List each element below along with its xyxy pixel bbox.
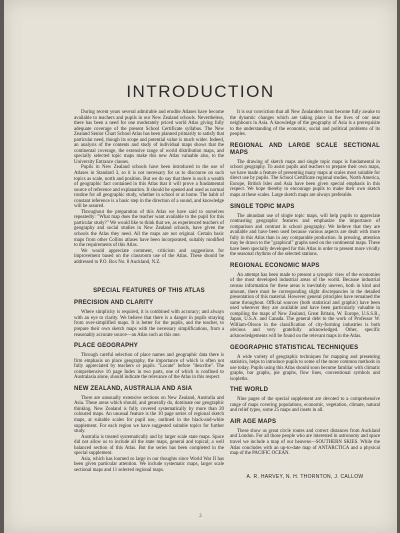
section-heading-special-features: SPECIAL FEATURES OF THIS ATLAS <box>93 288 205 295</box>
section-paragraph: Through careful selection of place names and geographic data there is firm emphasis on place geography, the importance of which is often not fully appreciated by teachers or pupils. "Locate" before "describe". The comprehensive 16 page Index in two parts, one of which is confined to Australasia alone, should indicate the relevance of the Atlas in this respect. <box>74 353 224 381</box>
section-paragraph: There are unusually extensive sections on New Zealand, Australia and Asia. These areas which should, and generally do, dominate our geographic thinking. New Zealand is fully covered systematically by more than 20 coloured maps. An unusual feature is the 10 page series of regional sketch maps, at suitable scales for pupil use, outlined in the black-and-white supplement. For each region we have suggested suitable topics for further study. <box>74 395 224 435</box>
section-spacer <box>74 265 224 283</box>
authors-line: A. R. HARVEY, N. H. THORNTON, J. CALLOW <box>246 473 364 480</box>
intro-paragraph-2: Pupils in New Zealand schools have been introduced to the use of Atlases in Standard 3, so it is not necessary for us to discourse on such topics as scale, north and position. But we do say that there is such a wealth of geographic fact contained in this Atlas that it will prove a fundamental source of reference and explanation. It should be opened and used as normal routine for all geographic study, whether in school or at home. The habit of constant reference is a basic step in the direction of a sound, and knowledge will be assured. <box>74 165 224 210</box>
section-heading-place-geography: PLACE GEOGRAPHY <box>74 343 139 350</box>
intro-paragraph-4: We would appreciate comment, criticism and suggestions for improvement based on the classroom use of the Atlas. These should be addressed to P.O. Box No. 8 Auckland, N.Z. <box>74 248 224 265</box>
section-paragraph: The abundant use of single topic maps, will help pupils to appreciate contrasting geographic features and emphasize the importance of comparison and contrast in school geography. We believe that they are available and have been used because various aspects are dealt with more fully in this Atlas than in any comparable production. In pressing, attention may be drawn to the "graphical" graphs used on the continental maps. These have been specially developed for this Atlas in order to present more vividly the seasonal rhythms of the selected stations. <box>230 213 380 258</box>
section-paragraph: Where simplicity is required, it is combined with accuracy; and always with an eye to clarity. We believe that there is a danger in pupils straying from over-simplified maps. It is better for the pupils, and the teacher, to prepare their own sketch maps with the necessary simplifications, from a reasonably accurate source—an Atlas such as this one. <box>74 310 224 338</box>
section-heading-precision: PRECISION AND CLARITY <box>74 300 154 307</box>
intro-paragraph-1: During recent years several admirable and erudite Atlases have become available to teachers and pupils in our New Zealand schools. Nevertheless, there has been a need for one moderately priced world Atlas giving fully adequate coverage of the present School Certificate syllabus. The New Zealand Senior Chart School Atlas has been planned primarily to satisfy that particular need, though its scope and potential value is much wider. Indeed, an analysis of the contents and study of individual maps shows that the continental coverage, the extensive range of world distribution maps, and specially selected topic maps make this new Atlas valuable also, to the University Entrance classes. <box>74 110 224 165</box>
section-paragraph: Nine pages of the special supplement are devoted to a comprehensive range of maps covering populations, economic, vegetation, climate, natural and relief types, some 25 maps and insets in all. <box>230 397 380 414</box>
page-number: 2 <box>199 514 202 519</box>
left-column <box>74 110 224 473</box>
section-heading-nz-australia-asia: NEW ZEALAND, AUSTRALIA AND ASIA <box>74 385 193 392</box>
section-heading-regional-economic: REGIONAL ECONOMIC MAPS <box>230 262 320 269</box>
section-heading-single-topic: SINGLE TOPIC MAPS <box>230 203 295 210</box>
section-paragraph: Australia is treated systematically and by larger scale state maps. Space did not allow us to include all the state maps, general and topical; a well balanced section of this Atlas. But the series has been completed in the special supplement. <box>74 434 224 457</box>
intro-paragraph-right: It is our conviction that all New Zealanders must become fully awake to the dynamic changes which are taking place in the lives of our near neighbours in Asia. A knowledge of the geography of Asia is a prerequisite to the understanding of the economic, social and political problems of its peoples. <box>230 110 380 138</box>
section-paragraph: A wide variety of geographic techniques for mapping and presenting statistics, helps to introduce pupils to some of the more common methods in use today. Pupils using this Atlas should soon become familiar with climatic graphs, bar graphs, pie graphs, flow lines, conventional symbols and isopleths. <box>230 354 380 382</box>
section-paragraph: Asia, which has loomed so large in our thoughts since World War II has been given particular attention. We include systematic maps, larger scale sectional maps and 11 selected regional maps. <box>74 456 224 473</box>
right-column <box>230 110 380 480</box>
section-heading-regional-large-scale: REGIONAL AND LARGE SCALE SECTIONAL MAPS <box>230 142 380 156</box>
section-heading-the-world: THE WORLD <box>230 387 269 394</box>
document-page <box>4 0 397 533</box>
section-heading-statistical-techniques: GEOGRAPHIC STATISTICAL TECHNIQUES <box>230 344 359 351</box>
section-paragraph: An attempt has been made to present a synoptic view of the economies of the most developed industrial areas of the world. Because industrial census information for these areas is inevitably uneven, both in kind and amount, there must be corresponding slight discrepancies in the detailed presentation of this material. However general principles have remained the same throughout. Official sources (both statistical and graphic) have been used wherever they are available and have been particularly valuable in compiling the maps of New Zealand, Great Britain, W. Europe, U.S.S.R., Japan, U.S.A. and Canada. The general debt to the work of Professor W. William-Olsson in the classification of city-forming industries is both obvious and very gratefully acknowledged. Other, specific acknowledgements will be found on the relevant maps in the Atlas. <box>230 272 380 339</box>
page-title: INTRODUCTION <box>126 82 275 101</box>
section-paragraph: These show us great circle routes and correct distances from Auckland and London. For all those people who are interested in astronomy and space travel we include a map of our heavens—SOUTHERN SKIES. While the Atlas concludes with an up-to-date map of ANTARCTICA and a physical map of the PACIFIC OCEAN. <box>230 428 380 457</box>
section-paragraph: The drawing of sketch maps and single topic maps is fundamental in school geography. To assist pupils and teachers to prepare their own maps, we have made a feature of presenting many maps at scales most suitable for direct use by pupils. The School Certificate regional studies, North America, Europe, British Isles and Asia have been given special emphasis in this respect. We hope thereby to encourage pupils to make their own sketch maps at these scales. Large sketch maps are always preferable. <box>230 159 380 199</box>
section-heading-air-age: AIR AGE MAPS <box>230 418 277 425</box>
intro-paragraph-3: Throughout the preparation of this Atlas we have said to ourselves repeatedly: "What map does the teacher want available to the pupil for this particular study?" We would like to think that we, as experienced teachers of geography and social studies in New Zealand schools, have given the schools the Atlas they need. All the maps are not original. Certain basic maps from other Collins atlases have been incorporated, suitably modified to the requirements of this Atlas. <box>74 209 224 249</box>
